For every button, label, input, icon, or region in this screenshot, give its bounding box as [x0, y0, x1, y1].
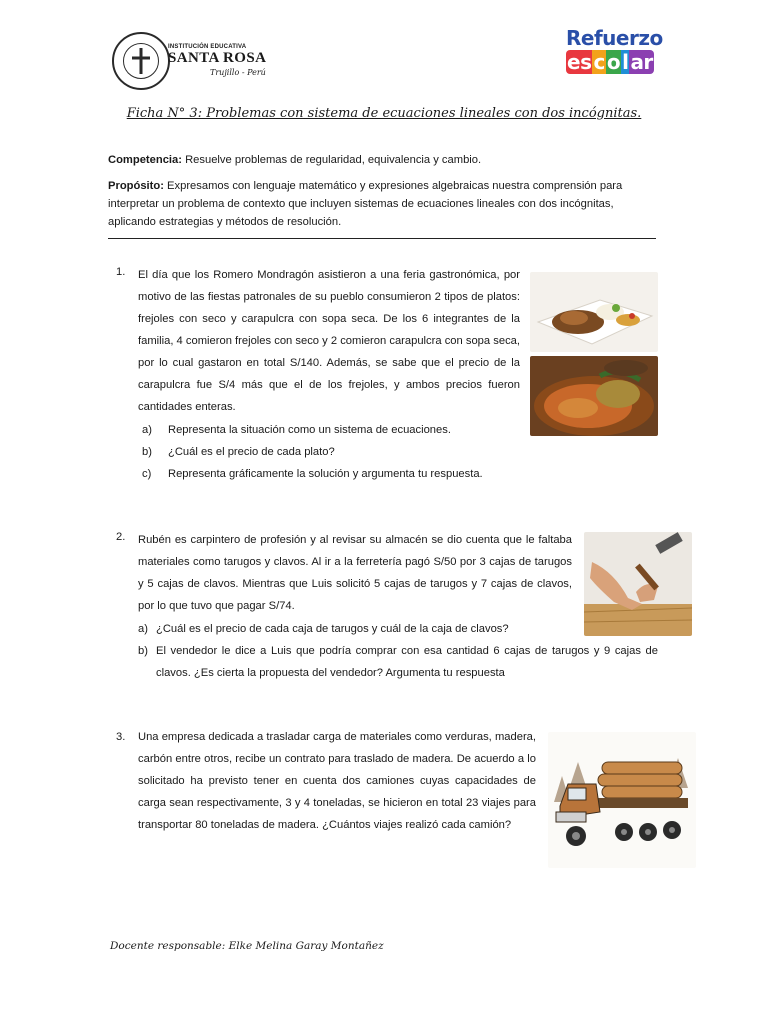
divider — [108, 238, 656, 239]
food-photo-carapulcra — [530, 356, 658, 436]
problem-1-item-b: b) ¿Cuál es el precio de cada plato? — [142, 446, 335, 458]
problem-2-text: Rubén es carpintero de profesión y al revisar su almacén se dio cuenta que le faltaba materiales como tarugos y clavos. Al ir a la ferretería pagó S/50 por 3 cajas de tarugos y 5 cajas de clavos. Mientras que Luis solicitó 5 cajas de tarugos y 7 cajas de clavos, por lo que tuvo que pagar S/74. — [138, 534, 572, 612]
carpenter-photo — [584, 532, 692, 636]
school-logo — [110, 30, 270, 96]
proposito-label: Propósito: — [108, 180, 164, 192]
proposito-text: Expresamos con lenguaje matemático y expresiones algebraicas nuestra comprensión para interpretar un problema de contexto que incluyen sistemas de ecuaciones lineales con dos incógnitas, aplicando estrategias y métodos de resolución. — [108, 180, 623, 228]
school-name: SANTA ROSA — [168, 50, 267, 66]
refuerzo-escolar-logo — [562, 26, 662, 82]
problem-2-item-a: a) ¿Cuál es el precio de cada caja de tarugos y cuál de la caja de clavos? — [138, 623, 509, 635]
problem-3-number: 3. — [116, 731, 126, 743]
problem-1-text: El día que los Romero Mondragón asistieron a una feria gastronómica, por motivo de las fiestas patronales de su pueblo consumieron 2 tipos de platos: frejoles con seco y carapulcra con sopa seca. De los 6 integrantes de la familia, 4 comieron frejoles con seco y 2 comieron carapulcra con sopa seca, por lo cual gastaron en total S/140. Además, se sabe que el precio de la carapulcra fue S/4 más que el de los frejoles, y ambos precios fueron cantidades enteras. — [138, 269, 520, 413]
school-crest-icon — [112, 32, 170, 90]
problem-2-item-b: b) El vendedor le dice a Luis que podría comprar con esa cantidad 6 cajas de tarugos y 9 cajas de clavos. ¿Es cierta la propuesta del vendedor? Argumenta tu respuesta — [138, 645, 658, 679]
proposito-paragraph — [108, 177, 656, 231]
problem-1-number: 1. — [116, 266, 126, 278]
competencia-text: Resuelve problemas de regularidad, equivalencia y cambio. — [181, 154, 482, 166]
competencia-label: Competencia: — [108, 154, 182, 166]
school-city: Trujillo - Perú — [210, 68, 266, 77]
problem-1-item-a: a) Representa la situación como un sistema de ecuaciones. — [142, 424, 451, 436]
school-type-label: INSTITUCIÓN EDUCATIVA — [168, 44, 247, 50]
problem-3-text: Una empresa dedicada a trasladar carga de materiales como verduras, madera, carbón entre otros, recibe un contrato para traslado de madera. De acuerdo a lo solicitado ha previsto tener en cuenta dos camiones cuyas capacidades de carga sean respectivamente, 3 y 4 toneladas, se hicieron en total 23 viajes para transportar 80 toneladas de madera. ¿Cuántos viajes realizó cada camión? — [138, 731, 536, 831]
logging-truck-illustration — [548, 732, 696, 868]
worksheet-title: Ficha N° 3: Problemas con sistema de ecuaciones lineales con dos incógnitas. — [126, 106, 642, 121]
brand-top-text: Refuerzo — [566, 26, 663, 50]
brand-bottom-text: es c o l ar — [567, 50, 653, 74]
footer-teacher: Docente responsable: Elke Melina Garay Montañez — [110, 940, 384, 952]
food-photo-seco — [530, 272, 658, 352]
competencia-paragraph — [108, 151, 656, 169]
problem-2-number: 2. — [116, 531, 126, 543]
problem-1-item-c: c) Representa gráficamente la solución y argumenta tu respuesta. — [142, 468, 483, 480]
